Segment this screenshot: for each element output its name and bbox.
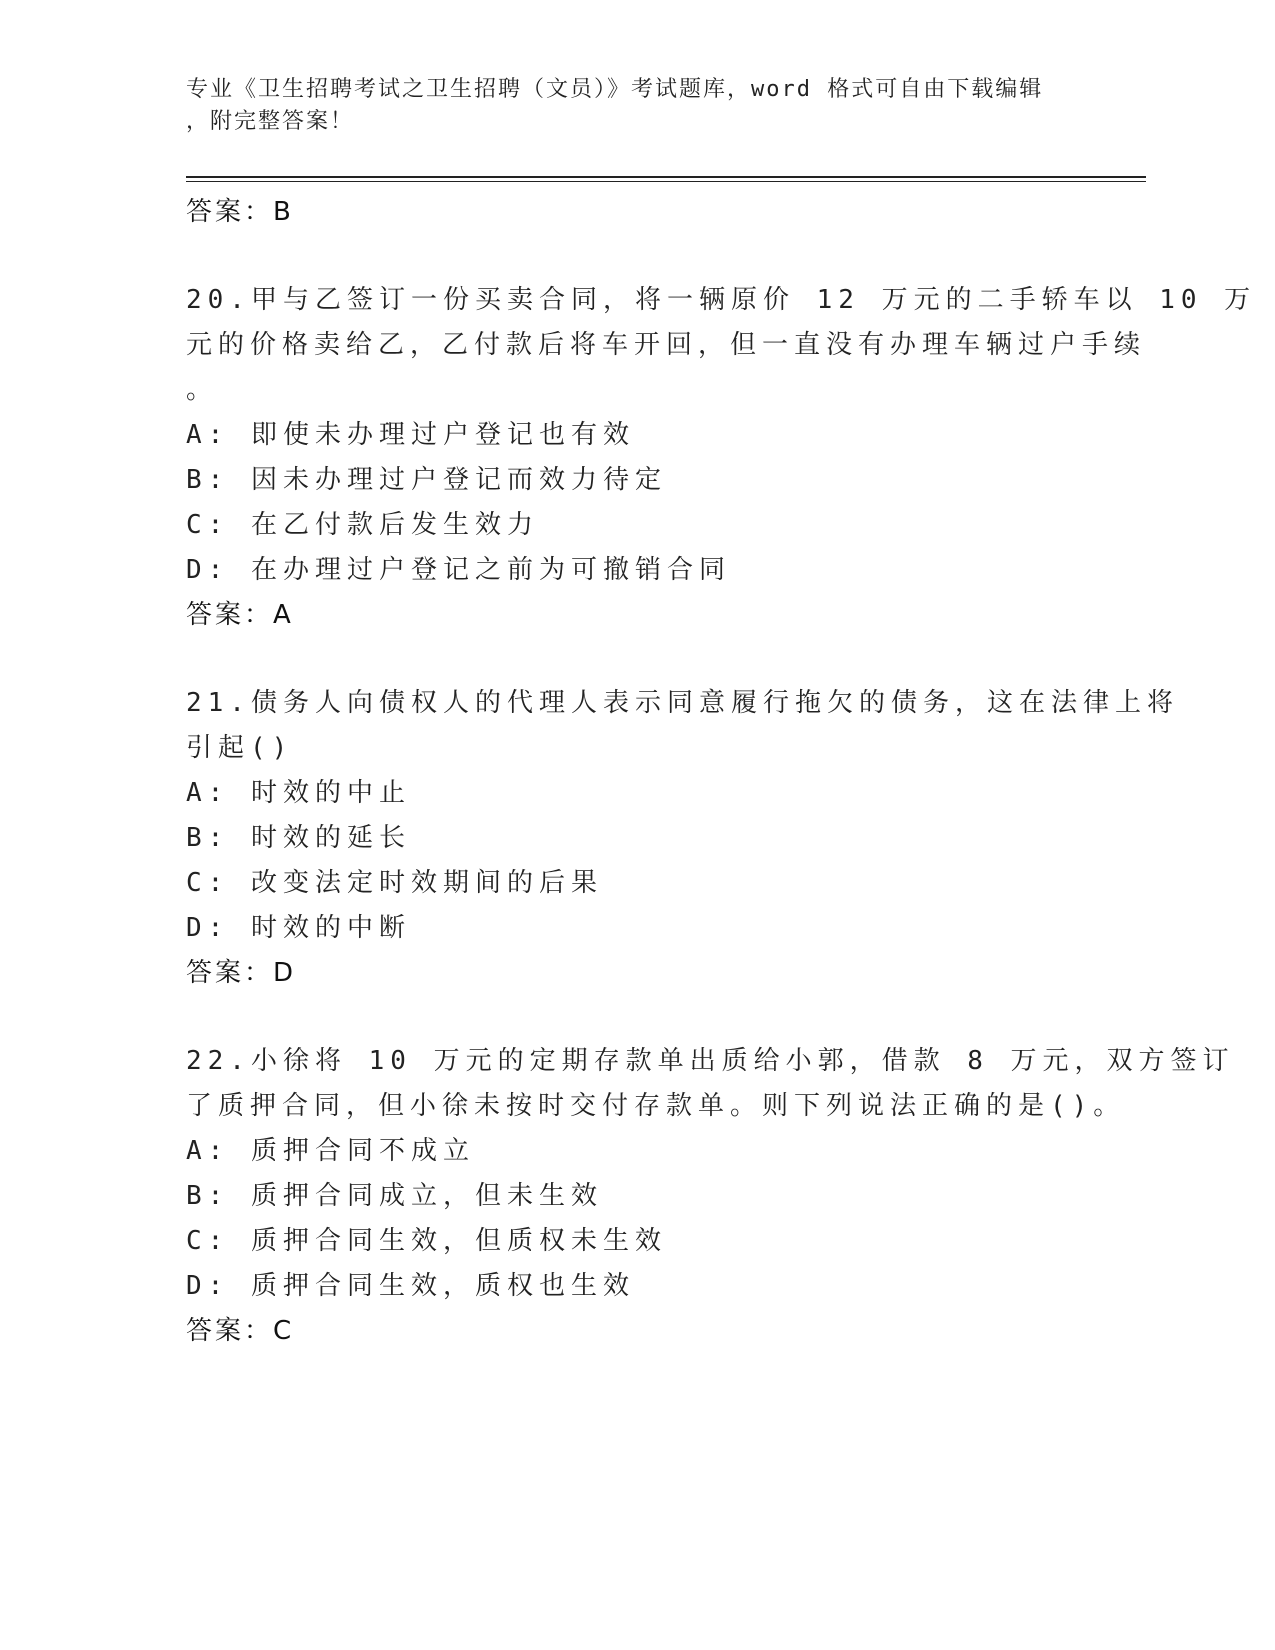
- option-d: D: 在办理过户登记之前为可撤销合同: [186, 555, 731, 585]
- option-b: B: 质押合同成立，但未生效: [186, 1181, 603, 1211]
- previous-answer: 答案：B: [186, 197, 294, 227]
- header-divider-thick: [186, 176, 1146, 178]
- option-a: A: 质押合同不成立: [186, 1136, 475, 1166]
- question-text-line: 元的价格卖给乙，乙付款后将车开回，但一直没有办理车辆过户手续: [186, 330, 1147, 360]
- question-22: [186, 1039, 1235, 1353]
- header-line-2: ，附完整答案！: [186, 109, 355, 134]
- question-list: [186, 190, 1257, 1353]
- option-d: D: 时效的中断: [186, 913, 411, 943]
- question-20: [186, 278, 1257, 637]
- option-b: B: 时效的延长: [186, 823, 411, 853]
- answer-line: 答案：C: [186, 1316, 295, 1346]
- option-c: C: 质押合同生效，但质权未生效: [186, 1226, 667, 1256]
- question-text-line: 。: [186, 375, 219, 405]
- answer-line: 答案：D: [186, 958, 297, 988]
- option-d: D: 质押合同生效，质权也生效: [186, 1271, 635, 1301]
- header-divider-thin: [186, 181, 1146, 182]
- document-header: [186, 74, 1066, 138]
- question-text-line: 20.甲与乙签订一份买卖合同，将一辆原价 12 万元的二手轿车以 10 万: [186, 285, 1257, 315]
- question-21: [186, 681, 1179, 995]
- option-b: B: 因未办理过户登记而效力待定: [186, 465, 667, 495]
- option-c: C: 改变法定时效期间的后果: [186, 868, 603, 898]
- question-text-line: 引起(): [186, 733, 294, 763]
- option-c: C: 在乙付款后发生效力: [186, 510, 539, 540]
- option-a: A: 即使未办理过户登记也有效: [186, 420, 635, 450]
- header-line-1: 专业《卫生招聘考试之卫生招聘（文员）》考试题库，word 格式可自由下载编辑: [186, 77, 1044, 102]
- question-text-line: 了质押合同，但小徐未按时交付存款单。则下列说法正确的是()。: [186, 1091, 1126, 1121]
- answer-line: 答案：A: [186, 600, 294, 630]
- question-text-line: 21.债务人向债权人的代理人表示同意履行拖欠的债务，这在法律上将: [186, 688, 1179, 718]
- option-a: A: 时效的中止: [186, 778, 411, 808]
- question-text-line: 22.小徐将 10 万元的定期存款单出质给小郭，借款 8 万元，双方签订: [186, 1046, 1235, 1076]
